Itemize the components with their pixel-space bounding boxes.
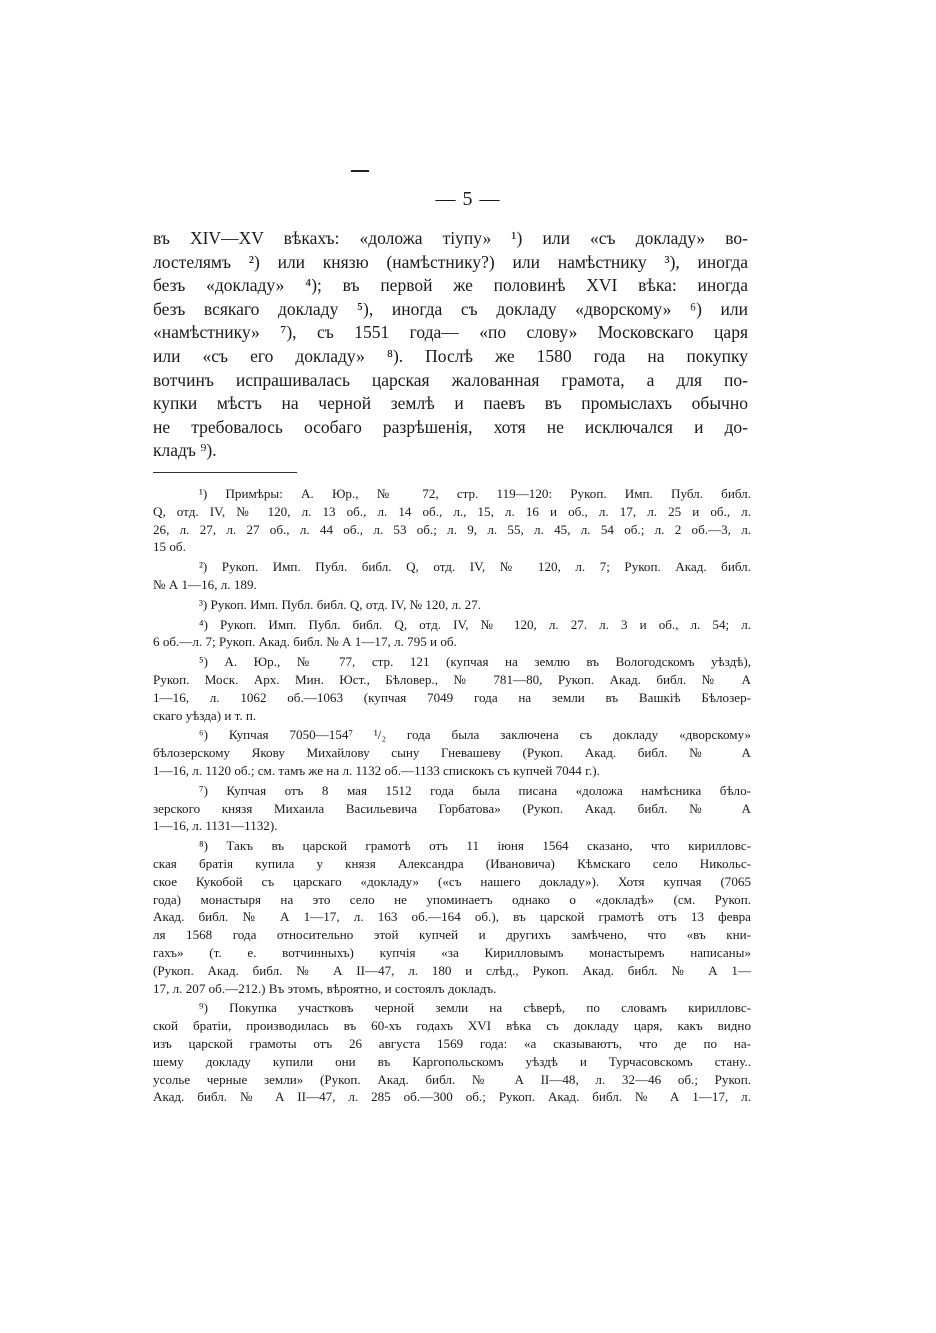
main-text [153, 227, 748, 463]
main-text-line: «намѣстнику» ⁷), съ 1551 года— «по слову» Московскаго царя [153, 322, 748, 343]
footnote-line: гахъ» (т. е. вотчинныхъ) купчія «за Кирилловымъ монастыремъ написаны» [153, 944, 751, 960]
footnote-line: ⁸) Такъ въ царской грамотѣ отъ 11 іюня 1564 сказано, что кирилловс- [199, 838, 751, 854]
main-text-line: лостелямъ ²) или князю (намѣстнику?) или намѣстнику ³), иногда [153, 251, 748, 272]
footnote-line: изъ царской грамоты отъ 26 августа 1569 года: «а сказываютъ, что де по на- [153, 1035, 751, 1051]
footnote-line: 6 об.—л. 7; Рукоп. Акад. библ. № А 1—17, л. 795 и об. [153, 634, 457, 650]
footnote-separator [153, 472, 297, 473]
footnote-line: ⁴) Рукоп. Имп. Публ. библ. Q, отд. IV, № 120, л. 27. л. 3 и об., л. 54; л. [199, 616, 751, 632]
footnote-line: года) монастыря на это село не упоминаетъ однако о «докладѣ» (см. Рукоп. [153, 891, 751, 907]
footnote-3 [153, 596, 751, 614]
header-dash [351, 170, 369, 172]
main-text-line: въ XIV—XV вѣкахъ: «доложа тіупу» ¹) или «съ докладу» во- [153, 228, 748, 248]
footnote-line: Акад. библ. № А II—47, л. 285 об.—300 об.; Рукоп. Акад. библ. № А 1—17, л. [153, 1089, 751, 1105]
main-text-line: кладъ ⁹). [153, 440, 217, 461]
footnote-8 [153, 837, 751, 997]
footnote-line: Акад. библ. № А 1—17, л. 163 об.—164 об.), въ царской грамотѣ отъ 13 февра [153, 909, 751, 925]
footnote-line: Q, отд. IV, № 120, л. 13 об., л. 14 об., л., 15, л. 16 и об., л. 17, л. 25 и об., л. [153, 503, 751, 519]
main-text-line: или «съ его докладу» ⁸). Послѣ же 1580 года на покупку [153, 345, 748, 366]
footnotes [153, 485, 751, 1108]
footnote-line: ⁹) Покупка участковъ черной земли на сѣверѣ, по словамъ кирилловс- [199, 1000, 751, 1016]
footnote-line: зерского князя Михаила Васильевича Горбатова» (Рукоп. Акад. библ. № А [153, 800, 751, 816]
footnote-line: 1—16, л. 1131—1132). [153, 818, 278, 834]
footnote-line: 1—16, л. 1062 об.—1063 (купчая 7049 года на земли въ Вашкiѣ Бѣлозер- [153, 689, 751, 705]
footnote-4 [153, 616, 751, 652]
footnote-line: скаго уѣзда) и т. п. [153, 707, 257, 723]
footnote-line: № А 1—16, л. 189. [153, 576, 257, 592]
footnote-line: ³) Рукоп. Имп. Публ. библ. Q, отд. IV, № 120, л. 27. [199, 596, 482, 612]
footnote-line: Рукоп. Моск. Арх. Мин. Юст., Бѣловер., № 781—80, Рукоп. Акад. библ. № А [153, 671, 751, 687]
footnote-2 [153, 558, 751, 594]
page-number: — 5 — [435, 188, 501, 210]
footnote-line: ⁵) А. Юр., № 77, стр. 121 (купчая на землю въ Вологодскомъ уѣздѣ), [199, 654, 751, 670]
main-text-line: вотчинъ испрашивалась царская жалованная грамота, а для по- [153, 369, 748, 390]
footnote-line: усолье черные земли» (Рукоп. Акад. библ. № А II—48, л. 32—46 об.; Рукоп. [153, 1071, 751, 1087]
footnote-line: ское Кукобой съ царскаго «докладу» («съ нашего докладу»). Хотя купчая (7065 [153, 873, 751, 889]
footnote-line: 17, л. 207 об.—212.) Въ этомъ, вѣроятно, и состоялъ докладъ. [153, 980, 497, 996]
main-text-line: купки мѣстъ на черной землѣ и паевъ въ промыслахъ обычно [153, 393, 748, 414]
footnote-line: ской братіи, производилась въ 60-хъ годахъ XVI вѣка съ докладу царя, какъ видно [153, 1018, 751, 1034]
main-text-line: безъ «докладу» ⁴); въ первой же половинѣ XVI вѣка: иногда [153, 275, 748, 296]
footnote-line: 15 об. [153, 539, 186, 555]
footnote-6 [153, 726, 751, 779]
footnote-line: 26, л. 27, л. 27 об., л. 44 об., л. 53 об.; л. 9, л. 55, л. 45, л. 54 об.; л. 2 об.—3, л. [153, 521, 751, 537]
main-text-line: не требовалось особаго разрѣшенія, хотя не исключался и до- [153, 416, 748, 437]
footnote-line: ская братія купила у князя Александра (Ивановича) Кѣмскаго село Никольс- [153, 855, 751, 871]
footnote-line: ⁷) Купчая отъ 8 мая 1512 года была писана «доложа намѣсника бѣло- [199, 782, 751, 798]
footnote-7 [153, 782, 751, 835]
footnote-line: ²) Рукоп. Имп. Публ. библ. Q, отд. IV, № 120, л. 7; Рукоп. Акад. библ. [199, 559, 751, 575]
footnote-line: ¹) Примѣры: А. Юр., № 72, стр. 119—120: Рукоп. Имп. Публ. библ. [199, 486, 751, 501]
footnote-line: бѣлозерскому Якову Михайлову сыну Гневашеву (Рукоп. Акад. библ. № А [153, 745, 751, 761]
footnote-line: ля 1568 года относительно этой купчей и другихъ замѣчено, что «въ кни- [153, 927, 751, 943]
footnote-line: ⁶) Купчая 7050—154⁷ ¹/₂ года была заключена съ докладу «дворскому» [199, 727, 751, 743]
footnote-9 [153, 999, 751, 1106]
footnote-line: шему докладу купили они въ Каргопольскомъ уѣздѣ и Турчасовскомъ стану.. [153, 1053, 751, 1069]
footnote-line: 1—16, л. 1120 об.; см. тамъ же на л. 1132 об.—1133 спискокъ съ купчей 7044 г.). [153, 762, 600, 778]
footnote-5 [153, 653, 751, 724]
main-text-line: безъ всякаго докладу ⁵), иногда съ докладу «дворскому» ⁶) или [153, 298, 748, 319]
footnote-line: (Рукоп. Акад. библ. № А II—47, л. 180 и слѣд., Рукоп. Акад. библ. № А 1— [153, 962, 751, 978]
footnote-1 [153, 485, 751, 556]
